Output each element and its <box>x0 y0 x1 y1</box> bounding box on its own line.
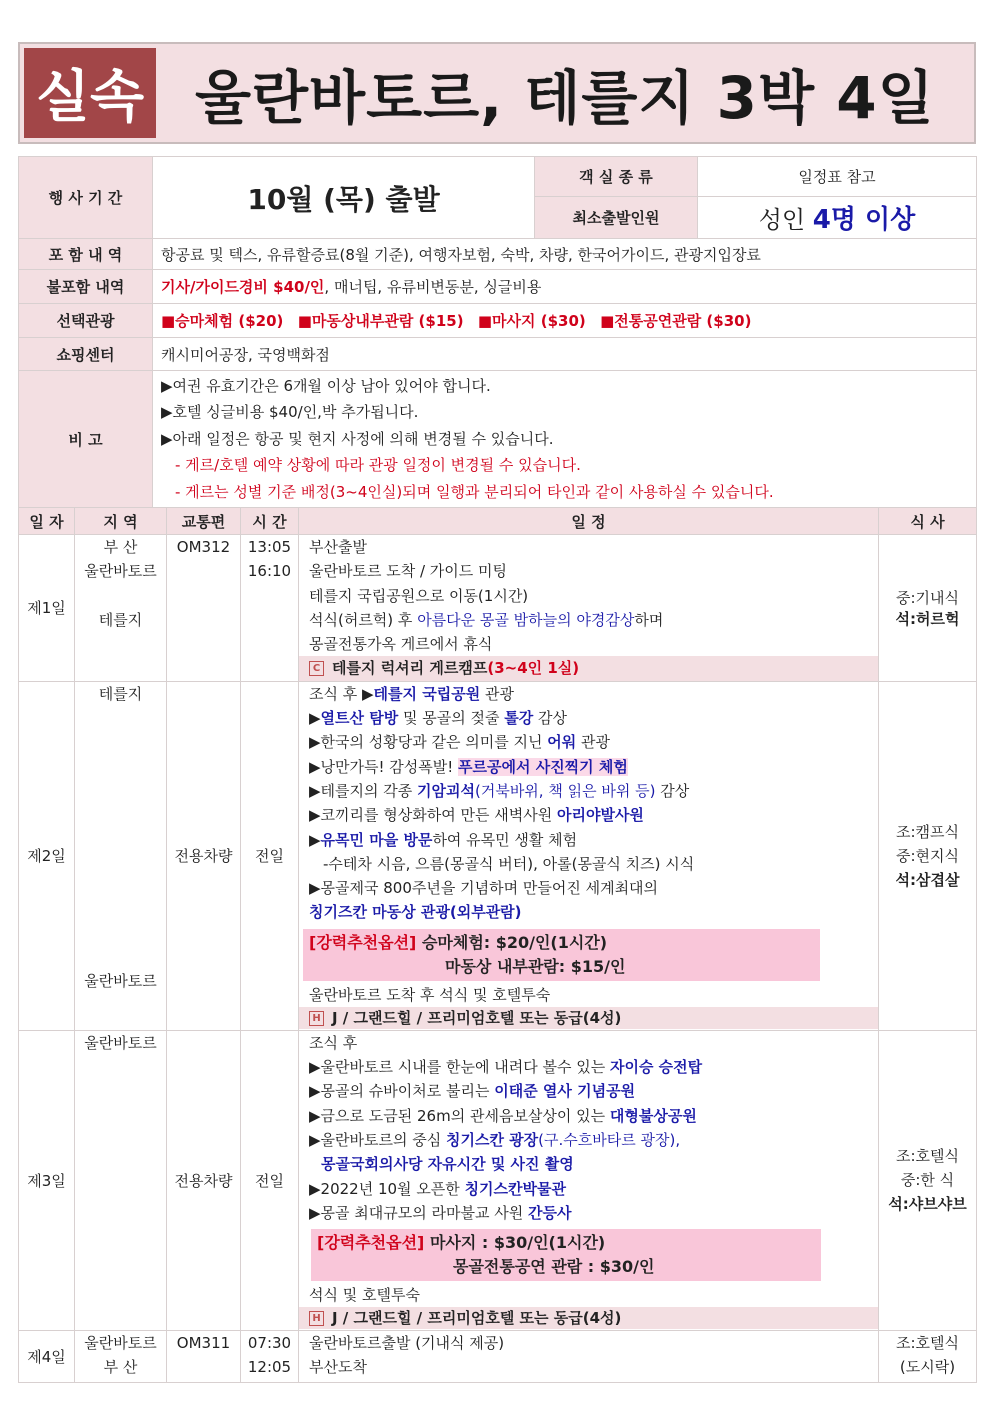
region-cell: 울란바토르 부 산 <box>75 1330 167 1382</box>
col-header-day: 일 자 <box>19 508 75 535</box>
included-value: 항공료 및 텍스, 유류할증료(8월 기준), 여행자보험, 숙박, 차량, 한국어가이드, 관광지입장료 <box>153 239 977 270</box>
remark-item: ▶아래 일정은 항공 및 현지 사정에 의해 변경될 수 있습니다. <box>161 429 554 448</box>
min-people-label: 최소출발인원 <box>535 197 698 239</box>
title-banner <box>18 42 976 144</box>
day-label: 제4일 <box>19 1330 75 1382</box>
excluded-label: 불포함 내역 <box>19 270 153 304</box>
period-value: 10월 (목) 출발 <box>153 157 535 239</box>
recommended-option-box: [강력추천옵션] 마사지 : $30/인(1시간) 몽골전통공연 관람 : $30/인 <box>311 1229 821 1281</box>
included-label: 포 함 내 역 <box>19 239 153 270</box>
day-row <box>19 681 977 1030</box>
schedule-table <box>18 507 977 1383</box>
min-people-value: 성인 4명 이상 <box>698 197 977 239</box>
product-tag: 실속 <box>24 48 156 138</box>
col-header-transport: 교통편 <box>167 508 241 535</box>
remark-warning: - 게르는 성별 기준 배정(3~4인실)되며 일행과 분리되어 타인과 같이 사용하실 수 있습니다. <box>175 482 774 501</box>
remark-warning: - 게르/호텔 예약 상황에 따라 관광 일정이 변경될 수 있습니다. <box>175 456 581 475</box>
excluded-value: 기사/가이드경비 $40/인, 매너팁, 유류비변동분, 싱글비용 <box>153 270 977 304</box>
region-cell: 울란바토르 <box>75 1030 167 1330</box>
time-cell: 07:30 12:05 <box>241 1330 299 1382</box>
time-cell: 13:05 16:10 <box>241 535 299 682</box>
col-header-region: 지 역 <box>75 508 167 535</box>
shopping-label: 쇼핑센터 <box>19 338 153 371</box>
time-cell: 전일 <box>241 1030 299 1330</box>
day-label: 제3일 <box>19 1030 75 1330</box>
day-label: 제2일 <box>19 681 75 1030</box>
itinerary-cell: 울란바토르출발 (기내식 제공) 부산도착 <box>299 1330 879 1382</box>
meal-cell: 조:호텔식 중:한 식 석:샤브샤브 <box>879 1030 977 1330</box>
accommodation: H J / 그랜드힐 / 프리미엄호텔 또는 동급(4성) <box>299 1007 878 1029</box>
col-header-time: 시 간 <box>241 508 299 535</box>
col-header-itinerary: 일 정 <box>299 508 879 535</box>
accommodation: H J / 그랜드힐 / 프리미엄호텔 또는 동급(4성) <box>299 1307 878 1329</box>
time-cell: 전일 <box>241 681 299 1030</box>
page-title: 울란바토르, 테를지 3박 4일 <box>195 64 935 132</box>
optional-value: ■승마체험 ($20) ■마동상내부관람 ($15) ■마사지 ($30) ■전통공연관람 ($30) <box>153 304 977 338</box>
day-row <box>19 1030 977 1330</box>
hotel-icon: H <box>309 1011 324 1026</box>
meal-cell: 조:캠프식 중:현지식 석:삼겹살 <box>879 681 977 1030</box>
remarks <box>153 371 977 508</box>
day-row <box>19 535 977 682</box>
day-label: 제1일 <box>19 535 75 682</box>
hotel-icon: H <box>309 1311 324 1326</box>
transport-cell: 전용차량 <box>167 681 241 1030</box>
remark-item: ▶여권 유효기간은 6개월 이상 남아 있어야 합니다. <box>161 376 491 395</box>
transport-cell: OM312 <box>167 535 241 682</box>
transport-cell: OM311 <box>167 1330 241 1382</box>
remarks-label: 비 고 <box>19 371 153 508</box>
itinerary-cell: 부산출발 울란바토르 도착 / 가이드 미팅 테를지 국립공원으로 이동(1시간) 석식(허르헉) 후 아름다운 몽골 밤하늘의 야경감상하며 몽골전통가옥 게르에서 휴식 C 테를지 럭셔리 게르캠프(3~4인 1실) <box>299 535 879 682</box>
camp-icon: C <box>309 661 324 676</box>
accommodation: C 테를지 럭셔리 게르캠프(3~4인 1실) <box>299 656 878 680</box>
region-cell: 테를지 울란바토르 <box>75 681 167 1030</box>
day-row <box>19 1330 977 1382</box>
recommended-option-box: [강력추천옵션] 승마체험: $20/인(1시간) 마동상 내부관람: $15/인 <box>303 929 820 981</box>
room-value: 일정표 참고 <box>698 157 977 197</box>
shopping-value: 캐시미어공장, 국영백화점 <box>153 338 977 371</box>
itinerary-cell: 조식 후 ▶테를지 국립공원 관광 ▶열트산 탐방 및 몽골의 젖줄 톨강 감상 ▶한국의 성황당과 같은 의미를 지닌 어워 관광 ▶낭만가득! 감성폭발! 푸르공에서 사진찍기 체험 ▶테를지의 각종 기암괴석(거북바위, 책 읽은 바위 등) 감상 ▶코끼리를 형상화하여 만든 새벽사원 아리야발사원 ▶유목민 마을 방문하여 유목민 생활 체험 -수테차 시음, 으름(몽골식 버터), 아롤(몽골식 치즈) 시식 ▶몽골제국 800주년을 기념하며 만들어진 세계최대의 칭기즈칸 마동상 관광(외부관람) [강력추천옵션] 승마체험: $20/인(1시간) 마동상 내부관람: $15/인 울란바토르 도착 후 석식 및 호텔투숙 H J / 그랜드힐 / 프리미엄호텔 또는 동급(4성) <box>299 681 879 1030</box>
region-cell: 부 산 울란바토르 테를지 <box>75 535 167 682</box>
meal-cell: 중:기내식 석:허르헉 <box>879 535 977 682</box>
room-label: 객 실 종 류 <box>535 157 698 197</box>
tour-info-table <box>18 156 977 508</box>
meal-cell: 조:호텔식 (도시락) <box>879 1330 977 1382</box>
period-label: 행 사 기 간 <box>19 157 153 239</box>
transport-cell: 전용차량 <box>167 1030 241 1330</box>
remark-item: ▶호텔 싱글비용 $40/인,박 추가됩니다. <box>161 403 419 422</box>
itinerary-cell: 조식 후 ▶울란바토르 시내를 한눈에 내려다 볼수 있는 자이승 승전탑 ▶몽골의 슈바이처로 불리는 이태준 열사 기념공원 ▶금으로 도금된 26m의 관세음보살상이 있는 대형불상공원 ▶울란바토르의 중심 칭기스칸 광장(구.수흐바타르 광장), 몽골국회의사당 자유시간 및 사진 촬영 ▶2022년 10월 오픈한 칭기스칸박물관 ▶몽골 최대규모의 라마불교 사원 간등사 [강력추천옵션] 마사지 : $30/인(1시간) 몽골전통공연 관람 : $30/인 석식 및 호텔투숙 H J / 그랜드힐 / 프리미엄호텔 또는 동급(4성) <box>299 1030 879 1330</box>
col-header-meal: 식 사 <box>879 508 977 535</box>
optional-label: 선택관광 <box>19 304 153 338</box>
